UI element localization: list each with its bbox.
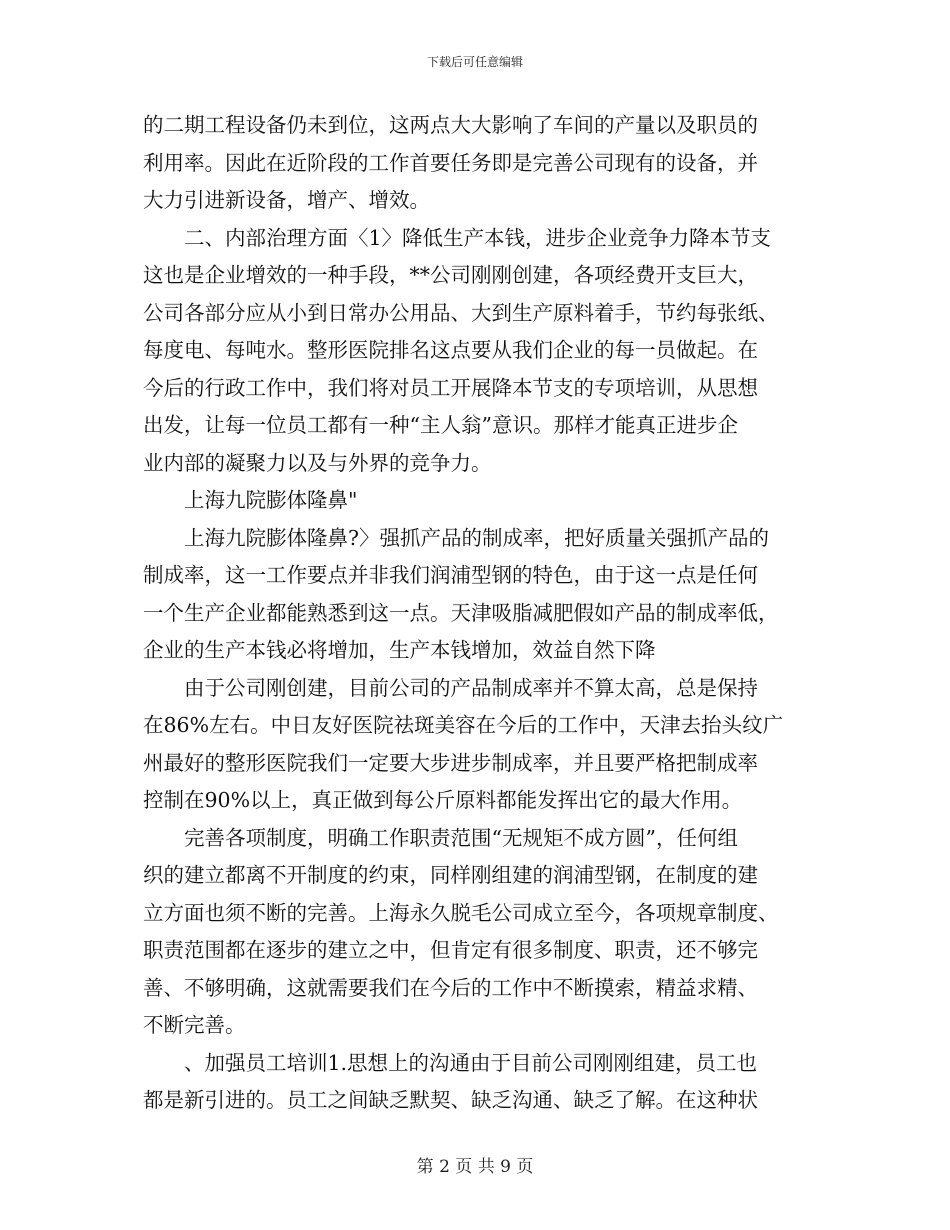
text-line: 上海九院膨体隆鼻?〉强抓产品的制成率，把好质量关强抓产品的 <box>184 525 769 550</box>
page-header: 下载后可任意编辑 <box>426 55 523 69</box>
text-line: 、加强员工培训1.思想上的沟通由于目前公司刚刚组建，员工也 <box>184 1050 758 1075</box>
text-line: 织的建立都离不开制度的约束，同样刚组建的润浦型钢，在制度的建 <box>143 863 758 887</box>
text-line: 一个生产企业都能熟悉到这一点。天津吸脂减肥假如产品的制成率低， <box>143 600 779 625</box>
text-line: 在86%左右。中日友好医院祛斑美容在今后的工作中，天津去抬头纹广 <box>143 713 784 737</box>
document-body <box>143 107 807 1120</box>
text-line: 今后的行政工作中，我们将对员工开展降本节支的专项培训，从思想 <box>143 375 758 400</box>
text-line: 二、内部治理方面〈1〉降低生产本钱，进步企业竞争力降本节支 <box>184 225 772 250</box>
text-line: 控制在90%以上，真正做到每公斤原料都能发挥出它的最大作用。 <box>143 788 743 812</box>
text-line: 立方面也须不断的完善。上海永久脱毛公司成立至今，各项规章制度、 <box>143 900 779 925</box>
text-line: 上海九院膨体隆鼻" <box>184 488 358 512</box>
text-line: 制成率，这一工作要点并非我们润浦型钢的特色，由于这一点是任何 <box>143 563 758 587</box>
text-line: 出发，让每一位员工都有一种“主人翁”意识。那样才能真正进步企 <box>143 413 738 437</box>
text-line: 每度电、每吨水。整形医院排名这点要从我们企业的每一员做起。在 <box>143 338 758 362</box>
text-line: 的二期工程设备仍未到位，这两点大大影响了车间的产量以及职员的 <box>143 113 758 137</box>
text-line: 企业的生产本钱必将增加，生产本钱增加，效益自然下降 <box>143 638 656 662</box>
text-line: 利用率。因此在近阶段的工作首要任务即是完善公司现有的设备，并 <box>143 150 758 175</box>
text-line: 业内部的凝聚力以及与外界的竞争力。 <box>143 450 492 475</box>
text-line: 职责范围都在逐步的建立之中，但肯定有很多制度、职责，还不够完 <box>143 938 758 962</box>
text-line: 善、不够明确，这就需要我们在今后的工作中不断摸索，精益求精、 <box>143 975 758 1000</box>
text-line: 州最好的整形医院我们一定要大步进步制成率，并且要严格把制成率 <box>143 750 758 775</box>
text-line: 完善各项制度，明确工作职责范围“无规矩不成方圆”，任何组 <box>184 825 738 850</box>
text-line: 这也是企业增效的一种手段，**公司刚刚创建，各项经费开支巨大， <box>143 263 758 287</box>
text-line: 大力引进新设备，增产、增效。 <box>143 188 430 212</box>
text-line: 公司各部分应从小到日常办公用品、大到生产原料着手，节约每张纸、 <box>143 300 779 325</box>
text-line: 由于公司刚创建，目前公司的产品制成率并不算太高，总是保持 <box>184 675 758 700</box>
page-number-footer: 第 2 页 共 9 页 <box>416 1157 534 1177</box>
text-line: 都是新引进的。员工之间缺乏默契、缺乏沟通、缺乏了解。在这种状 <box>143 1088 758 1112</box>
text-line: 不断完善。 <box>143 1013 246 1037</box>
